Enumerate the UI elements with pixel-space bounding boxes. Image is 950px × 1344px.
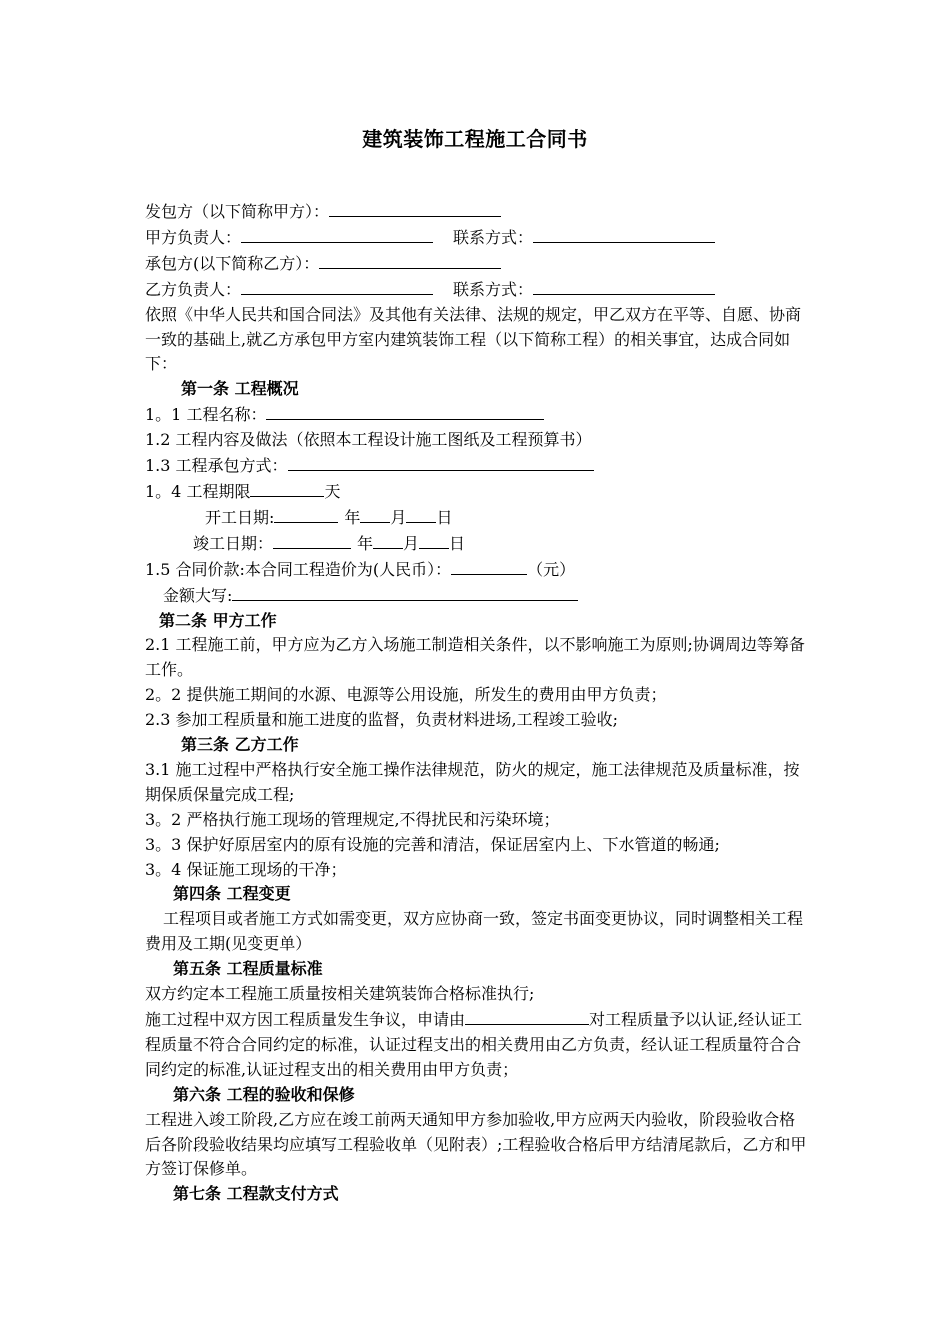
employer-label: 发包方（以下简称甲方）： <box>145 202 330 221</box>
amount-words-blank <box>232 583 578 601</box>
day-blank <box>419 531 449 549</box>
contact1-label: 联系方式： <box>453 227 534 247</box>
employer-blank <box>329 199 501 217</box>
end-date-line <box>145 531 810 557</box>
amount-words-line <box>145 583 810 609</box>
month-blank <box>360 505 390 523</box>
document-title: 建筑装饰工程施工合同书 <box>362 127 588 151</box>
article3-p1: 3.1 施工过程中严格执行安全施工操作法律规范，防火的规定，施工法律规范及质量标准，按期保质保量完成工程; <box>145 759 800 804</box>
employer-line <box>145 199 810 225</box>
article6-p1: 工程进入竣工阶段,乙方应在竣工前两天通知甲方参加验收,甲方应两天内验收，阶段验收合格后各阶段验收结果均应填写工程验收单（见附表）;工程验收合格后甲方结清尾款后，乙方和甲方签订保修单。 <box>145 1109 807 1179</box>
article4-heading: 第四条 工程变更 <box>173 884 291 904</box>
price-label: 1.5 合同价款:本合同工程造价为(人民币）： <box>145 559 452 579</box>
end-date-blank <box>273 531 351 549</box>
project-name-line <box>145 402 810 428</box>
article3-p2: 3。2 严格执行施工现场的管理规定,不得扰民和污染环境； <box>145 809 560 829</box>
start-date-blank <box>274 505 338 523</box>
year-label: 年 <box>357 533 374 553</box>
certifier-blank <box>465 1007 589 1025</box>
employer-rep-line <box>145 225 810 251</box>
project-name-label: 1。1 工程名称： <box>145 405 267 425</box>
article6-heading: 第六条 工程的验收和保修 <box>173 1084 355 1104</box>
end-date-label: 竣工日期： <box>193 533 274 553</box>
month-blank <box>373 531 403 549</box>
project-name-blank <box>266 402 544 420</box>
period-blank <box>250 479 324 497</box>
day-unit: 天 <box>324 481 341 501</box>
contractor-blank <box>319 251 501 269</box>
employer-rep-label: 甲方负责人： <box>145 227 242 247</box>
intro-paragraph: 依照《中华人民共和国合同法》及其他有关法律、法规的规定，甲乙双方在平等、自愿、协商一致的基础上,就乙方承包甲方室内建筑装饰工程（以下简称工程）的相关事宜，达成合同如下： <box>145 304 802 374</box>
article5-p2-rest: 对工程质量予以认证,经认证工程质量不符合合同约定的标准，认证过程支出的相关费用由乙方负责，经认证工程质量符合合同约定的标准,认证过程支出的相关费用由甲方负责； <box>145 1010 803 1079</box>
contractor-rep-line <box>145 277 810 303</box>
year-label: 年 <box>344 507 361 527</box>
contact2-blank <box>533 277 715 295</box>
article2-p2: 2。2 提供施工期间的水源、电源等公用设施，所发生的费用由甲方负责； <box>145 685 667 705</box>
article4-p1: 工程项目或者施工方式如需变更，双方应协商一致，签定书面变更协议，同时调整相关工程费用及工期(见变更单） <box>145 909 804 954</box>
amount-words-label: 金额大写: <box>163 585 233 605</box>
start-date-label: 开工日期: <box>205 507 275 527</box>
article1-heading: 第一条 工程概况 <box>181 379 299 399</box>
article5-p1: 双方约定本工程施工质量按相关建筑装饰合格标准执行; <box>145 984 535 1004</box>
project-content-line: 1.2 工程内容及做法（依照本工程设计施工图纸及工程预算书） <box>145 430 592 450</box>
day-label: 日 <box>449 533 466 553</box>
contact2-label: 联系方式： <box>453 279 534 299</box>
day-blank <box>406 505 436 523</box>
contractor-line <box>145 251 810 277</box>
day-label: 日 <box>436 507 453 527</box>
article5-heading: 第五条 工程质量标准 <box>173 959 323 979</box>
employer-rep-blank <box>241 225 433 243</box>
period-line <box>145 479 810 505</box>
article3-p4: 3。4 保证施工现场的干净； <box>145 859 347 879</box>
article2-p3: 2.3 参加工程质量和施工进度的监督，负责材料进场,工程竣工验收; <box>145 710 619 730</box>
contractor-rep-label: 乙方负责人： <box>145 279 242 299</box>
contact1-blank <box>533 225 715 243</box>
article5-p2-start: 施工过程中双方因工程质量发生争议，申请由 <box>145 1010 466 1029</box>
article3-heading: 第三条 乙方工作 <box>181 735 299 755</box>
price-line <box>145 557 810 583</box>
month-label: 月 <box>403 533 420 553</box>
contractor-label: 承包方(以下简称乙方）： <box>145 253 320 273</box>
contract-mode-line <box>145 453 810 479</box>
article2-heading: 第二条 甲方工作 <box>159 610 277 630</box>
article2-p1: 2.1 工程施工前，甲方应为乙方入场施工制造相关条件，以不影响施工为原则;协调周边等筹备工作。 <box>145 635 805 680</box>
article7-heading: 第七条 工程款支付方式 <box>173 1184 339 1204</box>
contractor-rep-blank <box>241 277 433 295</box>
price-blank <box>451 557 527 575</box>
period-label: 1。4 工程期限 <box>145 481 251 501</box>
price-unit: （元） <box>527 559 576 579</box>
article5-p2 <box>145 1007 810 1083</box>
contract-mode-label: 1.3 工程承包方式： <box>145 456 288 476</box>
contract-mode-blank <box>288 453 594 471</box>
article3-p3: 3。3 保护好原居室内的原有设施的完善和清洁，保证居室内上、下水管道的畅通; <box>145 834 720 854</box>
start-date-line <box>145 505 810 531</box>
month-label: 月 <box>390 507 407 527</box>
document-body <box>145 199 810 1207</box>
